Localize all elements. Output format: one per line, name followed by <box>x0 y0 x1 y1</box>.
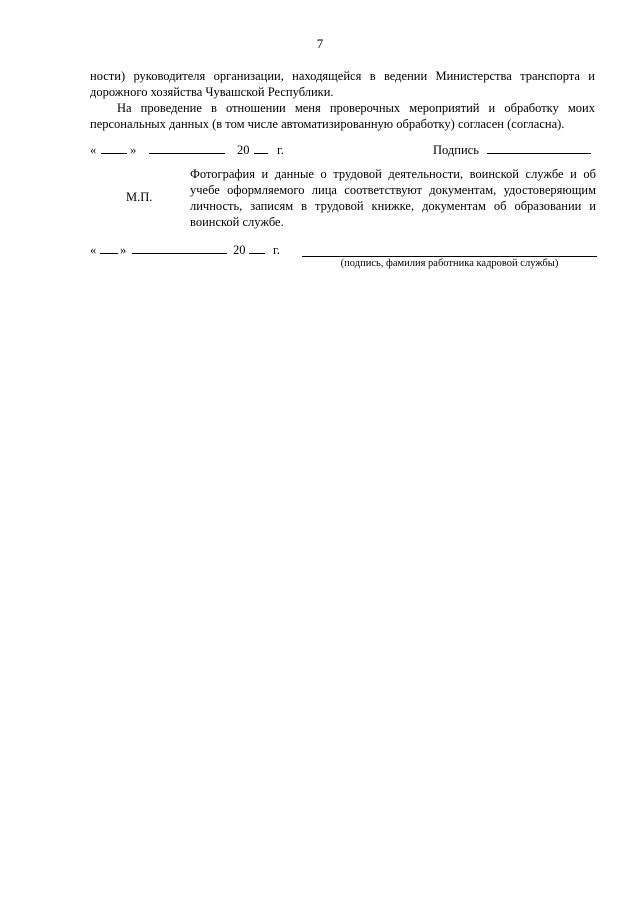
hr-signature-caption: (подпись, фамилия работника кадровой службы) <box>340 258 559 269</box>
hr-day-blank <box>100 242 118 254</box>
hr-year-blank <box>249 242 265 254</box>
hr-month-blank <box>132 242 227 254</box>
hr-year-suffix: г. <box>273 243 280 257</box>
month-blank <box>149 142 225 154</box>
hr-signature-line <box>302 256 597 257</box>
paragraph-consent: На проведение в отношении меня проверочных мероприятий и обработку моих персональных данных (в том числе автоматизированную обработку) согласен (согласна). <box>90 101 595 131</box>
signature-blank <box>487 142 591 154</box>
hr-year-prefix: 20 <box>233 243 246 257</box>
paragraph-organization: ности) руководителя организации, находящейся в ведении Министерства транспорта и дорожного хозяйства Чувашской Республики. <box>90 69 595 99</box>
year-suffix: г. <box>277 143 284 157</box>
open-quote: « <box>90 143 97 157</box>
year-prefix: 20 <box>237 143 250 157</box>
year-blank <box>254 142 268 154</box>
hr-close-quote: » <box>120 243 127 257</box>
hr-open-quote: « <box>90 243 97 257</box>
close-quote: » <box>130 143 137 157</box>
day-blank <box>101 142 127 154</box>
page-number: 7 <box>316 36 324 51</box>
certification-text: Фотография и данные о трудовой деятельности, воинской службе и об учебе оформляемого лица соответствуют документам, удостоверяющим личность, записям в трудовой книжке, документам об образовании и воинской службе. <box>190 167 596 229</box>
seal-label: М.П. <box>126 190 153 204</box>
signature-label: Подпись <box>433 143 479 157</box>
